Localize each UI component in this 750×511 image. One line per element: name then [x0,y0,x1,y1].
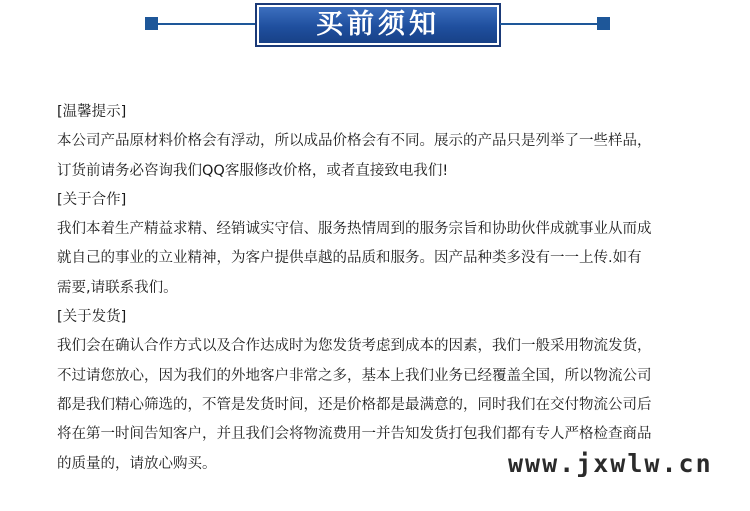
text-line: 我们会在确认合作方式以及合作达成时为您发货考虑到成本的因素，我们一般采用物流发货， [57,338,652,355]
website-watermark: www.jxwlw.cn [508,449,713,478]
header [0,0,750,52]
section-heading-cooperation: [关于合作] [57,191,127,208]
text-line: 订货前请务必咨询我们QQ客服修改价格，或者直接致电我们! [57,162,449,179]
right-square-icon [597,17,610,30]
section-heading-shipping: [关于发货] [57,309,127,326]
text-line: 需要,请联系我们。 [57,279,178,296]
page-title: 买前须知 [255,3,501,47]
right-divider-line [500,23,600,25]
text-line: 将在第一时间告知客户，并且我们会将物流费用一并告知发货打包我们都有专人严格检查商品 [57,426,652,443]
left-square-icon [145,17,158,30]
left-divider-line [154,23,256,25]
section-heading-tips: [温馨提示] [57,104,127,120]
text-line: 的质量的，请放心购买。 [57,455,217,472]
text-line: 本公司产品原材料价格会有浮动，所以成品价格会有不同。展示的产品只是列举了一些样品， [57,133,652,150]
text-line: 不过请您放心，因为我们的外地客户非常之多，基本上我们业务已经覆盖全国，所以物流公司 [57,367,652,384]
text-line: 就自己的事业的立业精神，为客户提供卓越的品质和服务。因产品种类多没有一一上传.如有 [57,250,642,267]
text-line: 都是我们精心筛选的，不管是发货时间，还是价格都是最满意的，同时我们在交付物流公司后 [57,396,652,413]
notice-body [57,98,707,479]
text-line: 我们本着生产精益求精、经销诚实守信、服务热情周到的服务宗旨和协助伙伴成就事业从而成 [57,221,652,238]
